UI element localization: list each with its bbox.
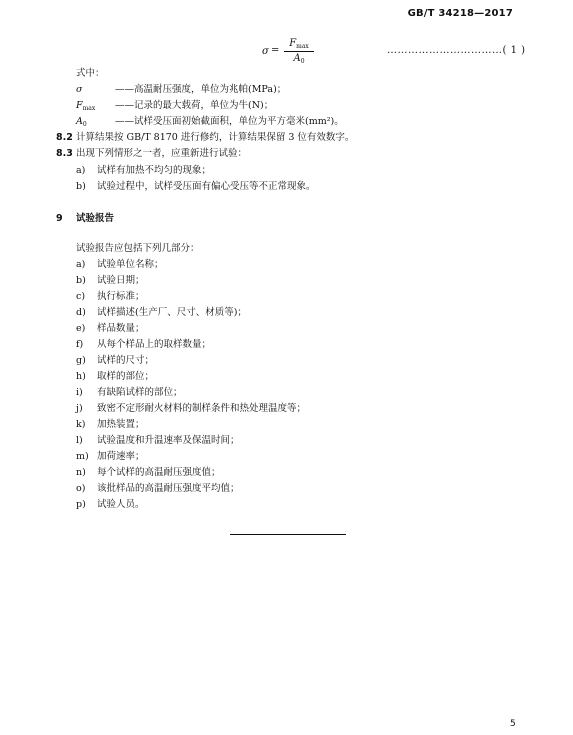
formula-1	[262, 38, 562, 68]
list-item: d) 试样描述(生产厂、尺寸、材质等)；	[76, 307, 247, 318]
list-item: o) 该批样品的高温耐压强度平均值；	[76, 483, 240, 494]
formula-fraction	[284, 38, 314, 65]
where-title: 式中：	[76, 68, 105, 79]
formula-equals: =	[271, 45, 280, 56]
list-item: b) 试验日期；	[76, 275, 145, 286]
list-item: a) 试验单位名称；	[76, 259, 164, 270]
where-item-fmax: $F_{max}$ ——记录的最大载荷，单位为牛(N)；	[76, 100, 274, 112]
list-item: i) 有缺陷试样的部位；	[76, 387, 183, 398]
formula-numerator: $F_{max}$	[289, 38, 309, 50]
list-item: c) 执行标准；	[76, 291, 145, 302]
where-item-sigma: σ ——高温耐压强度，单位为兆帕(MPa)；	[76, 84, 287, 95]
formula-denominator: $A_0$	[293, 53, 305, 65]
list-item: e) 样品数量；	[76, 323, 145, 334]
list-item: a) 试样有加热不均匀的现象；	[76, 165, 212, 176]
list-item: m) 加荷速率；	[76, 451, 145, 462]
formula-lhs: σ	[262, 46, 269, 57]
report-intro: 试验报告应包括下列几部分：	[76, 243, 200, 254]
standard-number-header: GB/T 34218—2017	[407, 8, 513, 19]
list-item: h) 取样的部位；	[76, 371, 155, 382]
where-item-a0: $A_0$ ——试样受压面初始截面积，单位为平方毫米(mm²)。	[76, 116, 344, 128]
list-item: b) 试验过程中，试样受压面有偏心受压等不正常现象。	[76, 181, 316, 192]
list-item: n) 每个试样的高温耐压强度值；	[76, 467, 221, 478]
section-8-2: 8.2 计算结果按 GB/T 8170 进行修约，计算结果保留 3 位有效数字。	[56, 132, 355, 143]
page-number: 5	[510, 719, 516, 729]
list-item: f) 从每个样品上的取样数量；	[76, 339, 212, 350]
list-item: l) 试验温度和升温速率及保温时间；	[76, 435, 240, 446]
fraction-bar	[284, 51, 314, 52]
list-item: k) 加热装置；	[76, 419, 145, 430]
list-item: g) 试样的尺寸；	[76, 355, 155, 366]
section-8-3: 8.3 出现下列情形之一者，应重新进行试验：	[56, 148, 248, 159]
list-item: j) 致密不定形耐火材料的制样条件和热处理温度等；	[76, 403, 307, 414]
end-divider	[230, 534, 346, 535]
list-item: p) 试验人员。	[76, 499, 145, 510]
formula-number: ……………………………( 1 )	[387, 45, 526, 56]
section-9-heading: 9 试验报告	[56, 213, 115, 224]
